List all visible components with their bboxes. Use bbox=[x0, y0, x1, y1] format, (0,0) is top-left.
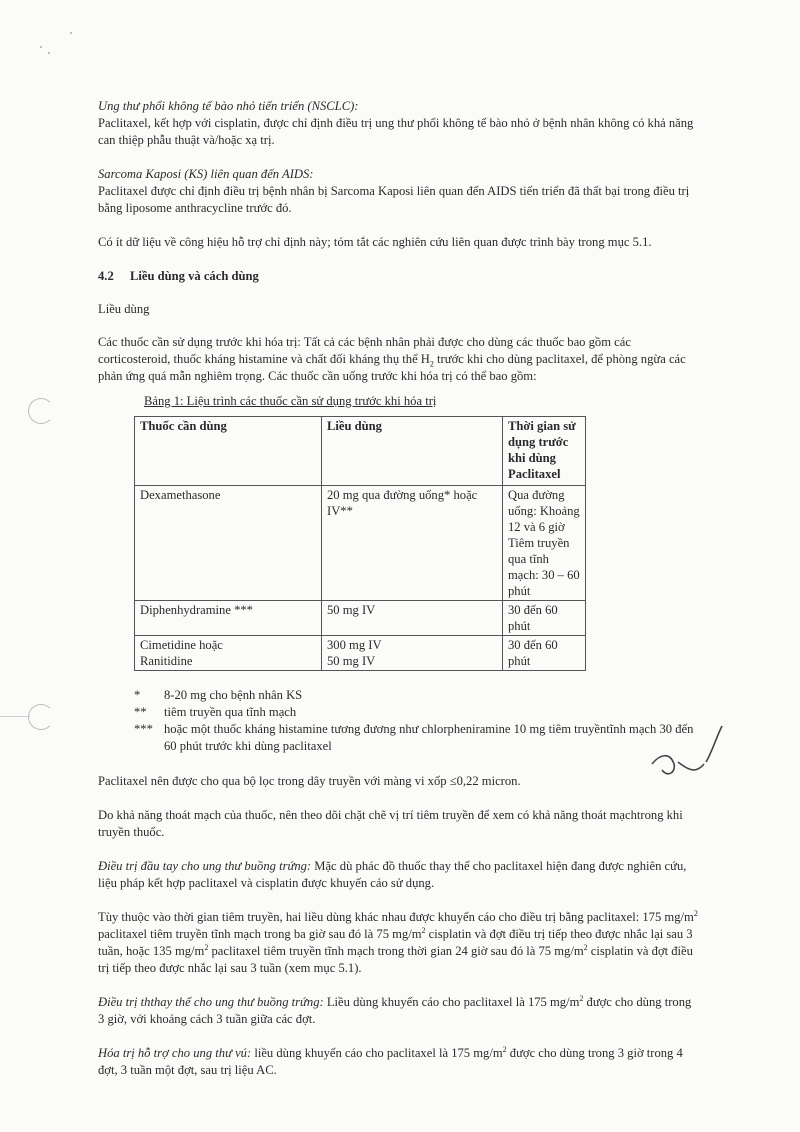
second-line-ovarian bbox=[98, 994, 700, 1028]
regimen-text: Tùy thuộc vào thời gian tiêm truyền, hai liều dùng khác nhau được khuyến cáo cho điều trị bằng paclitaxel: 175 mg/m bbox=[98, 910, 694, 924]
extravasation-note: Do khả năng thoát mạch của thuốc, nên theo dõi chặt chẽ vị trí tiêm truyền để xem có khả năng thoát mạchtrong khi truyền thuốc. bbox=[98, 808, 683, 839]
scan-speck bbox=[48, 52, 50, 54]
regimen-text: cisplatin và đợt điều trị tiếp theo được nhắc lại sau 3 tuần (xem mục 5.1). bbox=[98, 944, 693, 975]
first-line-ovarian bbox=[98, 858, 700, 892]
premed-text-1: Các thuốc cần sử dụng trước khi hóa trị: Tất cả các bệnh nhân phải được cho dùng các thuốc bao gồm các corticosteroid, thuốc kháng histamine và chất đối kháng thụ thể H bbox=[98, 335, 631, 366]
premed-subscript: 2 bbox=[429, 359, 434, 369]
adjuvant-label: Hóa trị hỗ trợ cho ung thư vú: bbox=[98, 1046, 252, 1060]
footnote bbox=[134, 721, 700, 755]
second-line-text: Liều dùng khuyến cáo cho paclitaxel là 175 mg/m bbox=[323, 995, 580, 1009]
header-drug: Thuốc cần dùng bbox=[135, 417, 322, 486]
cell-timing bbox=[503, 486, 586, 601]
second-line-text: được cho dùng trong 3 giờ, với khoảng cách 3 tuần giữa các đợt. bbox=[98, 995, 692, 1026]
drug-cimetidine: Cimetidine hoặc bbox=[140, 638, 223, 652]
dose-cimetidine: 300 mg IV bbox=[327, 638, 382, 652]
footnote-mark: ** bbox=[134, 705, 147, 719]
cell-drug: Diphenhydramine *** bbox=[135, 601, 322, 636]
cell-drug bbox=[135, 636, 322, 671]
regimen-sup: 2 bbox=[583, 942, 588, 952]
table-footnotes bbox=[134, 687, 700, 755]
regimen-sup: 2 bbox=[421, 925, 426, 935]
first-line-label: Điều trị đầu tay cho ung thư buồng trứng: bbox=[98, 859, 312, 873]
footnote-mark: *** bbox=[134, 722, 153, 736]
first-line-text: Mặc dù phác đồ thuốc thay thế cho paclitaxel hiện đang được nghiên cứu, liệu pháp kết hợp paclitaxel và cisplatin được khuyến cáo sử dụng. bbox=[98, 859, 687, 890]
regimen-sup: 2 bbox=[204, 942, 209, 952]
second-line-label: Điều trị ththay thế cho ung thư buồng trứng: bbox=[98, 995, 324, 1009]
section-title: Liều dùng và cách dùng bbox=[130, 269, 259, 283]
premed-text-2: trước khi cho dùng paclitaxel, để phòng ngừa các phản ứng quá mẫn nghiêm trọng. Các thuốc cần uống trước khi hóa trị có thể bao gồm: bbox=[98, 352, 686, 383]
table-row bbox=[135, 601, 586, 636]
nsclc-section bbox=[98, 98, 700, 149]
footnote-text: 8-20 mg cho bệnh nhân KS bbox=[164, 688, 303, 702]
table-row bbox=[135, 636, 586, 671]
evidence-note: Có ít dữ liệu về công hiệu hỗ trợ chỉ định này; tóm tắt các nghiên cứu liên quan được trình bày trong mục 5.1. bbox=[98, 235, 652, 249]
filter-note: Paclitaxel nên được cho qua bộ lọc trong dây truyền với màng vi xốp ≤0,22 micron. bbox=[98, 774, 521, 788]
regimen-text: paclitaxel tiêm truyền tĩnh mạch trong ba giờ sau đó là 75 mg/m bbox=[98, 927, 422, 941]
regimens-paragraph bbox=[98, 909, 700, 977]
dose-ranitidine: 50 mg IV bbox=[327, 654, 376, 668]
timing-oral: Qua đường uống: Khoảng 12 và 6 giờ bbox=[508, 488, 580, 534]
timing-iv: Tiêm truyền qua tĩnh mạch: 30 – 60 phút bbox=[508, 536, 580, 598]
cell-dose: 50 mg IV bbox=[322, 601, 503, 636]
adjuvant-text: liều dùng khuyến cáo cho paclitaxel là 175 mg/m bbox=[251, 1046, 503, 1060]
header-dose: Liều dùng bbox=[322, 417, 503, 486]
kaposi-title: Sarcoma Kaposi (KS) liên quan đến AIDS: bbox=[98, 167, 314, 181]
cell-dose: 20 mg qua đường uống* hoặc IV** bbox=[322, 486, 503, 601]
table-header-row bbox=[135, 417, 586, 486]
kaposi-body: Paclitaxel được chỉ định điều trị bệnh nhân bị Sarcoma Kaposi liên quan đến AIDS tiến triển đã thất bại trong điều trị bằng liposome anthracycline trước đó. bbox=[98, 184, 690, 215]
premedication-intro bbox=[98, 334, 700, 385]
subheading: Liều dùng bbox=[98, 302, 150, 316]
cell-dose bbox=[322, 636, 503, 671]
second-line-sup: 2 bbox=[579, 993, 584, 1003]
footnote bbox=[134, 704, 700, 721]
punch-hole bbox=[28, 704, 54, 730]
drug-ranitidine: Ranitidine bbox=[140, 654, 193, 668]
punch-hole bbox=[28, 398, 54, 424]
cell-drug: Dexamethasone bbox=[135, 486, 322, 601]
scan-speck bbox=[70, 32, 72, 34]
adjuvant-text: được cho dùng trong 3 giờ trong 4 đợt, 3 tuần một đợt, sau trị liệu AC. bbox=[98, 1046, 683, 1077]
table-caption: Bảng 1: Liệu trình các thuốc cần sử dụng trước khi hóa trị bbox=[144, 394, 437, 408]
regimen-text: paclitaxel tiêm truyền tĩnh mạch trong thời gian 24 giờ sau đó là 75 mg/m bbox=[208, 944, 584, 958]
document-page bbox=[98, 98, 700, 1096]
footnote-mark: * bbox=[134, 688, 141, 702]
table-row bbox=[135, 486, 586, 601]
cell-timing: 30 đến 60 phút bbox=[503, 636, 586, 671]
section-number: 4.2 bbox=[98, 269, 114, 283]
regimen-sup: 2 bbox=[693, 908, 698, 918]
premedication-table bbox=[134, 416, 586, 671]
adjuvant-sup: 2 bbox=[502, 1044, 507, 1054]
kaposi-section bbox=[98, 166, 700, 217]
fold-mark bbox=[0, 716, 30, 717]
nsclc-title: Ung thư phổi không tế bào nhỏ tiến triển (NSCLC): bbox=[98, 99, 359, 113]
regimen-text: cisplatin và đợt điều trị tiếp theo được nhắc lại sau 3 tuần, hoặc 135 mg/m bbox=[98, 927, 693, 958]
section-heading bbox=[98, 268, 700, 285]
header-timing: Thời gian sử dụng trước khi dùng Paclitaxel bbox=[503, 417, 586, 486]
nsclc-body: Paclitaxel, kết hợp với cisplatin, được chỉ định điều trị ung thư phổi không tế bào nhỏ ở bệnh nhân không có khả năng can thiệp phẫu thuật và/hoặc xạ trị. bbox=[98, 116, 694, 147]
scan-speck bbox=[40, 46, 42, 48]
footnote-text: tiêm truyền qua tĩnh mạch bbox=[164, 705, 297, 719]
footnote-text: hoặc một thuốc kháng histamine tương đương như chlorpheniramine 10 mg tiêm truyềntĩnh mạch 30 đến 60 phút trước khi dùng paclitaxel bbox=[164, 722, 694, 753]
cell-timing: 30 đến 60 phút bbox=[503, 601, 586, 636]
adjuvant-breast bbox=[98, 1045, 700, 1079]
footnote bbox=[134, 687, 700, 704]
